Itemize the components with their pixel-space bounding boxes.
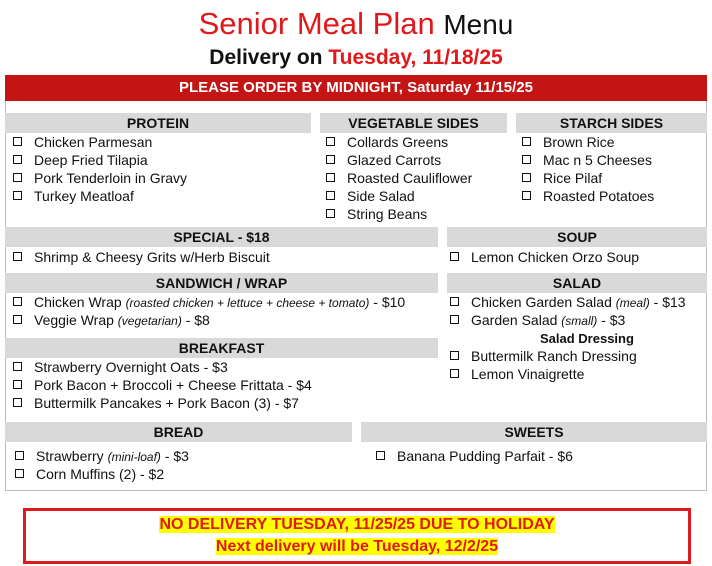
menu-item-label: Lemon Vinaigrette — [471, 366, 585, 382]
checkbox-icon[interactable] — [326, 173, 335, 182]
menu-item-note: (mini-loaf) — [107, 450, 161, 464]
menu-item-label: Side Salad — [347, 188, 415, 204]
menu-item[interactable] — [13, 133, 187, 151]
menu-item-note: (small) — [561, 314, 598, 328]
checkbox-icon[interactable] — [13, 362, 22, 371]
checkbox-icon[interactable] — [450, 369, 459, 378]
title-menu: Menu — [443, 9, 514, 40]
checkbox-icon[interactable] — [522, 155, 531, 164]
menu-item[interactable] — [522, 133, 654, 151]
holiday-notice-line1: NO DELIVERY TUESDAY, 11/25/25 DUE TO HOLIDAY — [159, 516, 555, 533]
menu-item-label: Glazed Carrots — [347, 152, 442, 168]
holiday-notice — [23, 508, 691, 564]
menu-item-label: Shrimp & Cheesy Grits w/Herb Biscuit — [34, 249, 270, 265]
menu-item[interactable] — [326, 169, 472, 187]
sandwich-header: SANDWICH / WRAP — [5, 273, 438, 293]
protein-header: PROTEIN — [5, 113, 311, 133]
soup-header: SOUP — [447, 227, 707, 247]
menu-item-price: - $10 — [373, 294, 406, 310]
menu-item-label: Strawberry — [36, 448, 104, 464]
menu-item[interactable] — [450, 365, 637, 383]
bread-list — [15, 447, 189, 483]
menu-item-label: Buttermilk Pancakes + Pork Bacon (3) - $7 — [34, 395, 299, 411]
title-brand: Senior Meal Plan — [198, 6, 435, 41]
soup-list — [450, 248, 639, 266]
menu-item[interactable] — [13, 293, 405, 311]
menu-item[interactable] — [450, 248, 639, 266]
menu-item[interactable] — [522, 151, 654, 169]
sweets-list — [376, 447, 573, 465]
menu-item[interactable] — [13, 187, 187, 205]
checkbox-icon[interactable] — [15, 451, 24, 460]
vegetable-list — [326, 133, 472, 223]
menu-item[interactable] — [15, 447, 189, 465]
checkbox-icon[interactable] — [15, 469, 24, 478]
menu-item[interactable] — [522, 169, 654, 187]
menu-item[interactable] — [522, 187, 654, 205]
salad-list — [450, 293, 686, 329]
page-title — [0, 4, 712, 45]
checkbox-icon[interactable] — [450, 315, 459, 324]
menu-item-label: Buttermilk Ranch Dressing — [471, 348, 637, 364]
menu-item-label: Deep Fried Tilapia — [34, 152, 148, 168]
menu-item-label: Turkey Meatloaf — [34, 188, 134, 204]
sweets-header: SWEETS — [361, 422, 707, 442]
menu-item-label: Roasted Potatoes — [543, 188, 655, 204]
delivery-prefix: Delivery on — [209, 46, 323, 69]
checkbox-icon[interactable] — [450, 351, 459, 360]
menu-item[interactable] — [13, 376, 312, 394]
checkbox-icon[interactable] — [522, 173, 531, 182]
menu-item[interactable] — [326, 187, 472, 205]
salad-header: SALAD — [447, 273, 707, 293]
menu-item[interactable] — [326, 133, 472, 151]
delivery-date: Tuesday, 11/18/25 — [328, 46, 503, 69]
checkbox-icon[interactable] — [13, 315, 22, 324]
menu-item-note: (vegetarian) — [117, 314, 182, 328]
sandwich-list — [13, 293, 405, 329]
bread-header: BREAD — [5, 422, 352, 442]
checkbox-icon[interactable] — [522, 137, 531, 146]
breakfast-list — [13, 358, 312, 412]
menu-item-label: Pork Tenderloin in Gravy — [34, 170, 188, 186]
salad-dressing-header: Salad Dressing — [540, 331, 634, 346]
starch-list — [522, 133, 654, 205]
menu-item[interactable] — [13, 311, 405, 329]
menu-item[interactable] — [326, 151, 472, 169]
menu-item-label: Brown Rice — [543, 134, 615, 150]
dressing-list — [450, 347, 637, 383]
checkbox-icon[interactable] — [450, 297, 459, 306]
menu-item-label: Corn Muffins (2) - $2 — [36, 466, 165, 482]
menu-item[interactable] — [450, 347, 637, 365]
checkbox-icon[interactable] — [13, 297, 22, 306]
menu-item-label: Roasted Cauliflower — [347, 170, 473, 186]
menu-item[interactable] — [13, 394, 312, 412]
menu-item-price: - $3 — [164, 448, 189, 464]
checkbox-icon[interactable] — [450, 252, 459, 261]
holiday-notice-line2: Next delivery will be Tuesday, 12/2/25 — [215, 538, 499, 555]
menu-item[interactable] — [13, 358, 312, 376]
checkbox-icon[interactable] — [13, 137, 22, 146]
vegetable-header: VEGETABLE SIDES — [320, 113, 507, 133]
menu-item-label: Strawberry Overnight Oats - $3 — [34, 359, 228, 375]
menu-item-label: Lemon Chicken Orzo Soup — [471, 249, 640, 265]
special-header: SPECIAL - $18 — [5, 227, 438, 247]
menu-item-price: - $13 — [653, 294, 686, 310]
checkbox-icon[interactable] — [326, 137, 335, 146]
menu-item-note: (roasted chicken + lettuce + cheese + tomato) — [125, 296, 370, 310]
menu-item-label: Chicken Wrap — [34, 294, 122, 310]
menu-item-label: Banana Pudding Parfait - $6 — [397, 448, 573, 464]
checkbox-icon[interactable] — [13, 398, 22, 407]
checkbox-icon[interactable] — [13, 191, 22, 200]
checkbox-icon[interactable] — [326, 191, 335, 200]
menu-item-label: Rice Pilaf — [543, 170, 603, 186]
checkbox-icon[interactable] — [13, 173, 22, 182]
menu-item-label: Garden Salad — [471, 312, 558, 328]
checkbox-icon[interactable] — [326, 209, 335, 218]
checkbox-icon[interactable] — [522, 191, 531, 200]
menu-item[interactable] — [376, 447, 573, 465]
menu-item-label: String Beans — [347, 206, 428, 222]
menu-item[interactable] — [13, 248, 270, 266]
menu-item-label: Pork Bacon + Broccoli + Cheese Frittata - $4 — [34, 377, 312, 393]
checkbox-icon[interactable] — [326, 155, 335, 164]
menu-item-label: Chicken Parmesan — [34, 134, 153, 150]
special-list — [13, 248, 270, 266]
order-deadline-banner: PLEASE ORDER BY MIDNIGHT, Saturday 11/15/25 — [5, 75, 707, 101]
menu-item-price: - $3 — [601, 312, 626, 328]
menu-item[interactable] — [13, 169, 187, 187]
checkbox-icon[interactable] — [13, 380, 22, 389]
checkbox-icon[interactable] — [376, 451, 385, 460]
breakfast-header: BREAKFAST — [5, 338, 438, 358]
menu-item-label: Chicken Garden Salad — [471, 294, 612, 310]
menu-item-price: - $8 — [185, 312, 210, 328]
menu-item[interactable] — [13, 151, 187, 169]
delivery-line — [0, 44, 712, 72]
menu-item-label: Veggie Wrap — [34, 312, 114, 328]
checkbox-icon[interactable] — [13, 252, 22, 261]
menu-item[interactable] — [326, 205, 472, 223]
menu-item-note: (meal) — [615, 296, 650, 310]
checkbox-icon[interactable] — [13, 155, 22, 164]
menu-item[interactable] — [450, 293, 686, 311]
menu-item[interactable] — [450, 311, 686, 329]
protein-list — [13, 133, 187, 205]
menu-item[interactable] — [15, 465, 189, 483]
menu-item-label: Collards Greens — [347, 134, 449, 150]
starch-header: STARCH SIDES — [516, 113, 707, 133]
menu-item-label: Mac n 5 Cheeses — [543, 152, 652, 168]
